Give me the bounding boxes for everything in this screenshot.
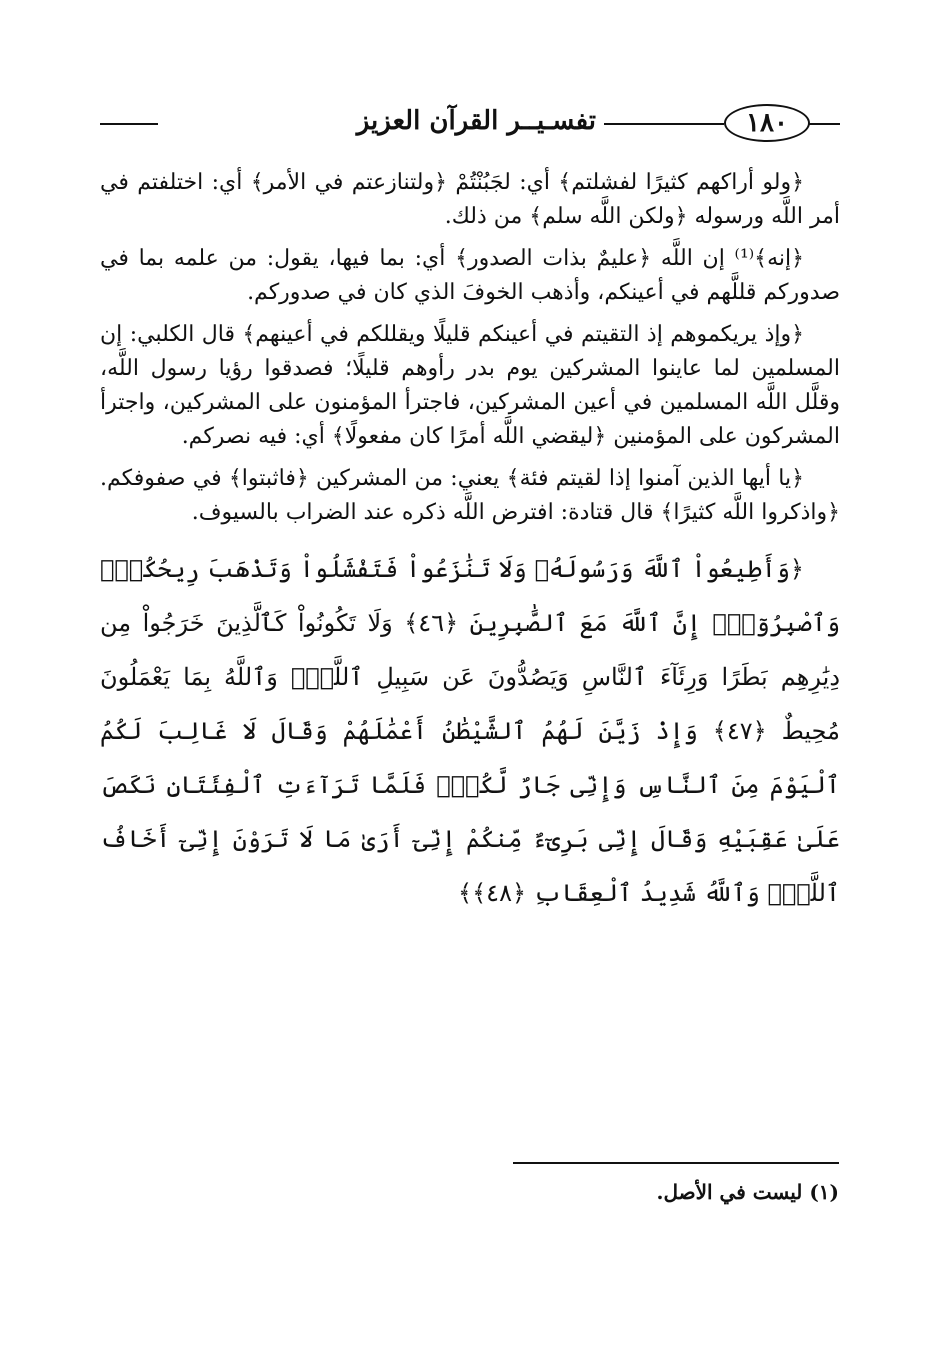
paragraph: ﴿إنه﴾⁽¹⁾ إن اللَّه ﴿عليمٌ بذات الصدور﴾ أي: بما فيها، يقول: من علمه بما في صدوركم قللَّهم في أعينكم، وأذهب الخوفَ الذي كان في صدوركم. [100, 246, 840, 305]
page-header [100, 100, 840, 150]
quran-verse-block: ﴿وَأَطِيعُواْ ٱللَّهَ وَرَسُولَهُۥ وَلَا تَنَٰزَعُواْ فَتَفْشَلُواْ وَتَذْهَبَ رِيحُكُمْۖ وَٱصْبِرُوٓاْۚ إِنَّ ٱللَّهَ مَعَ ٱلصَّٰبِرِينَ ﴿٤٦﴾ وَلَا تَكُونُواْ كَٱلَّذِينَ خَرَجُواْ مِن دِيَٰرِهِم بَطَرًا وَرِئَآءَ ٱلنَّاسِ وَيَصُدُّونَ عَن سَبِيلِ ٱللَّهِۚ وَٱللَّهُ بِمَا يَعْمَلُونَ مُحِيطٌ ﴿٤٧﴾ وَإِذْ زَيَّنَ لَهُمُ ٱلشَّيْطَٰنُ أَعْمَٰلَهُمْ وَقَالَ لَا غَالِبَ لَكُمُ ٱلْيَوْمَ مِنَ ٱلنَّاسِ وَإِنِّى جَارٌ لَّكُمْۖ فَلَمَّا تَرَآءَتِ ٱلْفِئَتَانِ نَكَصَ عَلَىٰ عَقِبَيْهِ وَقَالَ إِنِّى بَرِىٓءٌ مِّنكُمْ إِنِّىٓ أَرَىٰ مَا لَا تَرَوْنَ إِنِّىٓ أَخَافُ ٱللَّهَۚ وَٱللَّهُ شَدِيدُ ٱلْعِقَابِ ﴿٤٨﴾﴾ [100, 555, 841, 907]
paragraph: ﴿يا أيها الذين آمنوا إذا لقيتم فئة﴾ يعني: من المشركين ﴿فاثبتوا﴾ في صفوفكم. ﴿واذكروا اللَّه كثيرًا﴾ قال قتادة: افترض اللَّه ذكره عند الضراب بالسيوف. [100, 466, 840, 525]
running-title: تفسـيــر القرآن العزيز [356, 106, 596, 136]
paragraph: ﴿ولو أراكهم كثيرًا لفشلتم﴾ أي: لجَبُنْتُمْ ﴿ولتنازعتم في الأمر﴾ أي: اختلفتم في أمر اللَّه ورسوله ﴿ولكن اللَّه سلم﴾ من ذلك. [100, 170, 840, 229]
header-rule-middle [604, 123, 724, 125]
page-body [100, 166, 840, 920]
page-number: ١٨٠ [724, 104, 810, 142]
header-rule-right [808, 123, 840, 125]
header-rule-left [100, 123, 158, 125]
paragraph: ﴿وإذ يريكموهم إذ التقيتم في أعينكم قليلًا ويقللكم في أعينهم﴾ قال الكلبي: إن المسلمين لما عاينوا المشركين يوم بدر رأوهم قليلًا؛ فصدقوا رؤيا رسول اللَّه، وقلَّل اللَّه المسلمين في أعين المشركين، فاجترأ المؤمنون على المشركين، واجترأ المشركون على المؤمنين ﴿ليقضي اللَّه أمرًا كان مفعولًا﴾ أي: فيه نصركم. [100, 322, 840, 449]
footnote: (١) ليست في الأصل. [656, 1180, 839, 1204]
footnote-divider [513, 1162, 839, 1164]
